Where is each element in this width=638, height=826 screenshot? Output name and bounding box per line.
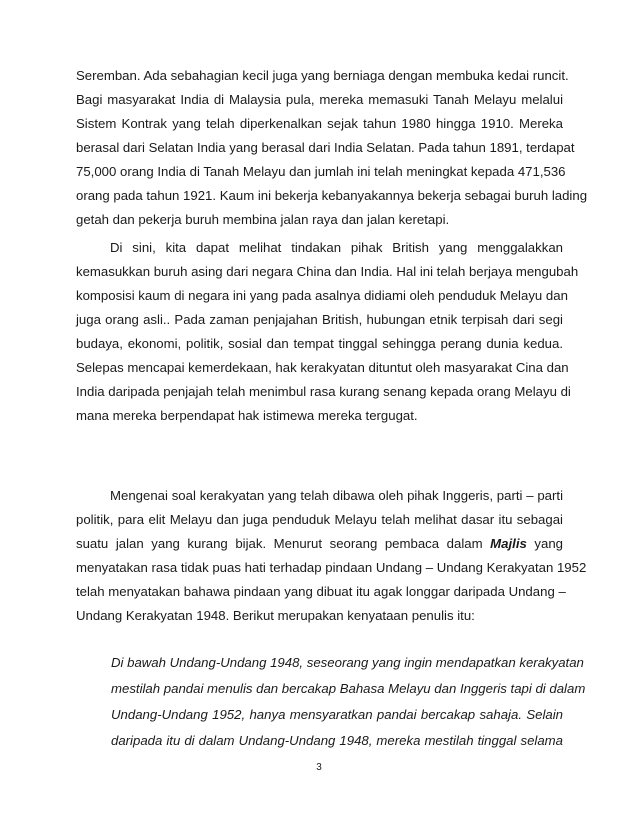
text-line-with-magazine [76,532,563,556]
text-line: India daripada penjajah telah menimbul rasa kurang senang kepada orang Melayu di [76,384,571,399]
magazine-title: Majlis [490,536,527,551]
quote-line: daripada itu di dalam Undang-Undang 1948, mereka mestilah tinggal selama [111,733,563,748]
text-line: budaya, ekonomi, politik, sosial dan tempat tinggal sehingga perang dunia kedua. [76,336,563,351]
text-line: Sistem Kontrak yang telah diperkenalkan sejak tahun 1980 hingga 1910. Mereka [76,116,563,131]
text-line: politik, para elit Melayu dan juga penduduk Melayu telah melihat dasar itu sebagai [76,512,563,527]
block-quote [111,650,586,754]
text-line: juga orang asli.. Pada zaman penjajahan British, hubungan etnik terpisah dari segi [76,312,563,327]
paragraph-3 [76,484,587,628]
page-number: 3 [316,762,322,773]
text-fragment: suatu jalan yang kurang bijak. Menurut seorang pembaca dalam [76,536,491,551]
text-fragment: yang [526,536,563,551]
text-line: Seremban. Ada sebahagian kecil juga yang berniaga dengan membuka kedai runcit. [76,68,569,83]
text-line: kemasukkan buruh asing dari negara China dan India. Hal ini telah berjaya mengubah [76,264,579,279]
text-line: Bagi masyarakat India di Malaysia pula, mereka memasuki Tanah Melayu melalui [76,92,563,107]
text-line: menyatakan rasa tidak puas hati terhadap pindaan Undang – Undang Kerakyatan 1952 [76,560,587,575]
text-line: getah dan pekerja buruh membina jalan raya dan jalan keretapi. [76,212,450,227]
text-line: Selepas mencapai kemerdekaan, hak kerakyatan dituntut oleh masyarakat Cina dan [76,360,569,375]
text-line: Di sini, kita dapat melihat tindakan pihak British yang menggalakkan [110,240,563,255]
text-line: mana mereka berpendapat hak istimewa mereka tergugat. [76,408,418,423]
text-line: komposisi kaum di negara ini yang pada asalnya didiami oleh penduduk Melayu dan [76,288,568,303]
paragraph-1 [76,64,588,232]
text-line: berasal dari Selatan India yang berasal dari India Selatan. Pada tahun 1891, terdapat [76,140,575,155]
text-line: Undang Kerakyatan 1948. Berikut merupakan kenyataan penulis itu: [76,608,475,623]
quote-line: Undang-Undang 1952, hanya mensyaratkan pandai bercakap sahaja. Selain [111,707,563,722]
text-line: telah menyatakan bahawa pindaan yang dibuat itu agak longgar daripada Undang – [76,584,566,599]
text-line: orang pada tahun 1921. Kaum ini bekerja kebanyakannya bekerja sebagai buruh lading [76,188,588,203]
quote-line: mestilah pandai menulis dan bercakap Bahasa Melayu dan Inggeris tapi di dalam [111,681,586,696]
text-line: Mengenai soal kerakyatan yang telah dibawa oleh pihak Inggeris, parti – parti [110,488,563,503]
text-line: 75,000 orang India di Tanah Melayu dan jumlah ini telah meningkat kepada 471,536 [76,164,566,179]
paragraph-2 [76,236,579,428]
quote-line: Di bawah Undang-Undang 1948, seseorang yang ingin mendapatkan kerakyatan [111,655,584,670]
